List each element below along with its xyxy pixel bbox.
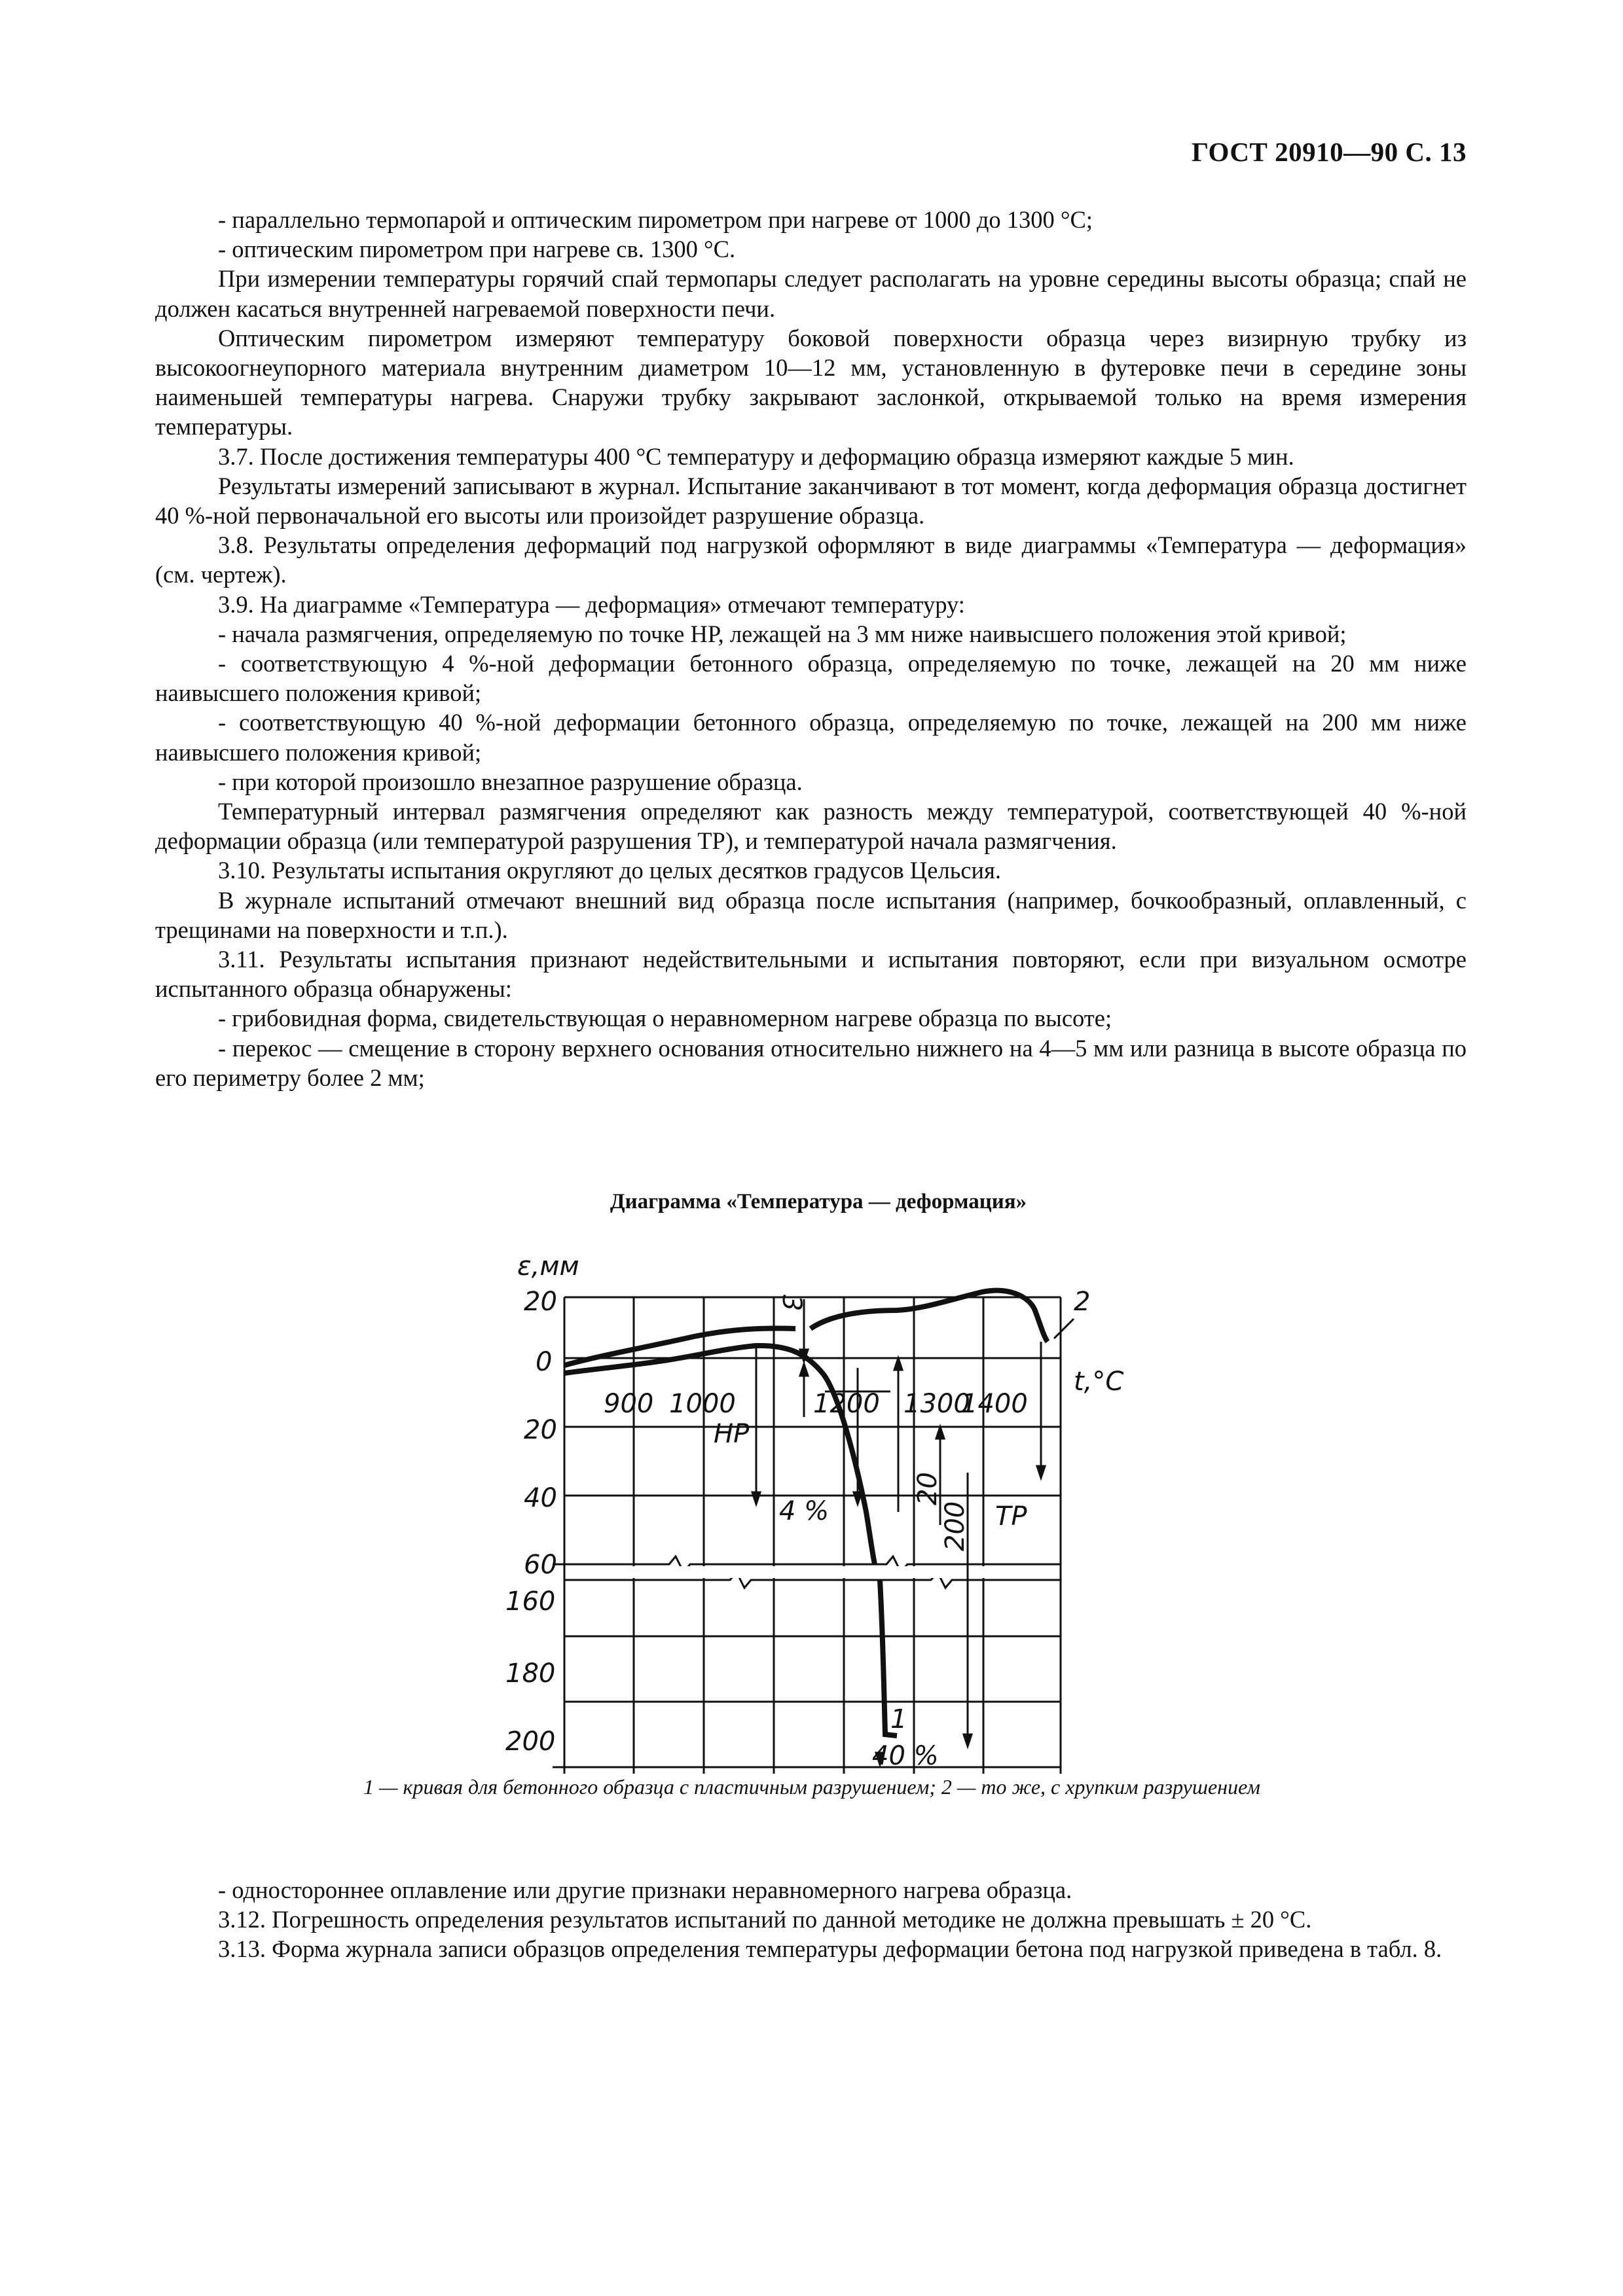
x-tick-label: 1300 [903,1389,970,1419]
text-block-bottom [155,1875,1467,1964]
break-band [566,1566,1059,1578]
paragraph: При измерении температуры горячий спай термопары следует располагать на уровне середины высоты образца; спай не должен касаться внутренней нагреваемой поверхности печи. [155,265,1467,322]
annotation-tp: ТР [995,1501,1027,1532]
y-tick-label: 200 [505,1727,556,1757]
caption-number-1: 1 [363,1775,374,1799]
y-tick-label: 180 [505,1659,556,1689]
x-tick-label: 1200 [813,1389,880,1419]
paragraph: - перекос — смещение в сторону верхнего основания относительно нижнего на 4—5 мм или разница в высоте образца по его периметру более 2 мм; [155,1034,1467,1091]
paragraph: 3.10. Результаты испытания округляют до целых десятков градусов Цельсия. [218,857,1001,884]
y-tick-label: 60 [524,1550,557,1580]
x-axis-label: t,°C [1074,1367,1124,1397]
y-tick-label: 0 [536,1347,553,1377]
paragraph: - параллельно термопарой и оптическим пирометром при нагреве от 1000 до 1300 °С; [218,206,1093,233]
arrow-head [752,1492,760,1504]
paragraph: 3.8. Результаты определения деформаций под нагрузкой оформляют в виде диаграммы «Температура — деформация» (см. чертеж). [155,531,1467,588]
chart-grid [553,1297,1061,1774]
paragraph: Результаты измерений записывают в журнал. Испытание заканчивают в тот момент, когда деформация образца достигнет 40 %-ной первоначальной его высоты или произойдет разрушение образца. [155,472,1467,529]
leader-2 [1054,1319,1074,1338]
paragraph: - начала размягчения, определяемую по точке НР, лежащей на 3 мм ниже наивысшего положения этой кривой; [218,620,1347,647]
annotation-200mm: 200 [940,1501,970,1551]
paragraph: В журнале испытаний отмечают внешний вид образца после испытания (например, бочкообразный, оплавленный, с трещинами на поверхности и т.п.). [155,886,1467,943]
paragraph: 3.9. На диаграмме «Температура — деформация» отмечают температуру: [218,590,965,618]
paragraph: 3.12. Погрешность определения результатов испытаний по данной методике не должна превышать ± 20 °С. [218,1906,1312,1933]
temperature-deformation-chart [498,1237,1152,1774]
arrow-head [800,1364,808,1376]
annotation-hp: НР [714,1419,750,1449]
paragraph: - одностороннее оплавление или другие признаки неравномерного нагрева образца. [218,1876,1072,1903]
curve-label-1: 1 [890,1704,907,1734]
x-tick-label: 1000 [669,1389,736,1419]
y-tick-label: 40 [524,1483,557,1513]
paragraph: 3.11. Результаты испытания признают недействительными и испытания повторяют, если при визуальном осмотре испытанного образца обнаружены: [155,946,1467,1003]
arrow-head [894,1358,902,1370]
paragraph: - оптическим пирометром при нагреве св. 1300 °С. [218,236,736,263]
x-tick-label: 900 [604,1389,654,1419]
y-tick-label: 20 [524,1415,557,1445]
annotation-3mm: 3 [776,1295,807,1312]
arrow-head [854,1492,862,1504]
curve-1-upper [564,1346,875,1564]
paragraph: - соответствующую 40 %-ной деформации бетонного образца, определяемую по точке, лежащей на 200 мм ниже наивысшего положения кривой; [155,709,1467,766]
page-header: ГОСТ 20910—90 С. 13 [1191,137,1467,167]
paragraph: Оптическим пирометром измеряют температуру боковой поверхности образца через визирную трубку из высокоогнеупорного материала внутренним диаметром 10—12 мм, установленную в футеровке печи в середине зоны наименьшей температуры нагрева. Снаружи трубку закрывают заслонкой, открываемой только на время измерения температуры. [155,324,1467,440]
y-tick-label: 160 [505,1587,556,1617]
paragraph: - грибовидная форма, свидетельствующая о неравномерном нагреве образца по высоте; [218,1005,1112,1032]
x-tick-label: 1400 [961,1389,1028,1419]
chart-svg [498,1237,1152,1774]
annotation-4pct: 4 % [779,1496,830,1526]
annotation-40pct: 40 % [872,1741,939,1771]
paragraph: 3.7. После достижения температуры 400 °С температуру и деформацию образца измеряют каждые 5 мин. [218,442,1294,470]
paragraph: - соответствующую 4 %-ной деформации бетонного образца, определяемую по точке, лежащей на 20 мм ниже наивысшего положения кривой; [155,650,1467,707]
caption-text-1: — кривая для бетонного образца с пластичным разрушением; [374,1775,941,1799]
arrow-head [1037,1466,1045,1478]
y-tick-label: 20 [524,1287,557,1317]
figure-caption [196,1775,1427,1799]
text-block-top [155,205,1467,1092]
diagram-title: Диаграмма «Температура — деформация» [610,1190,1027,1213]
paragraph: Температурный интервал размягчения определяют как разность между температурой, соответствующей 40 %-ной деформации образца (или температурой разрушения ТР), и температурой начала размягчения. [155,798,1467,855]
y-axis-label: ε,мм [517,1251,579,1282]
arrow-head [964,1734,972,1746]
paragraph: - при которой произошло внезапное разрушение образца. [218,768,803,795]
arrow-head [936,1427,944,1439]
curve-label-2: 2 [1074,1287,1091,1317]
caption-text-2: — то же, с хрупким разрушением [951,1775,1260,1799]
paragraph: 3.13. Форма журнала записи образцов определения температуры деформации бетона под нагрузкой приведена в табл. 8. [218,1935,1442,1963]
annotation-20mm: 20 [913,1472,943,1505]
caption-number-2: 2 [941,1775,952,1799]
